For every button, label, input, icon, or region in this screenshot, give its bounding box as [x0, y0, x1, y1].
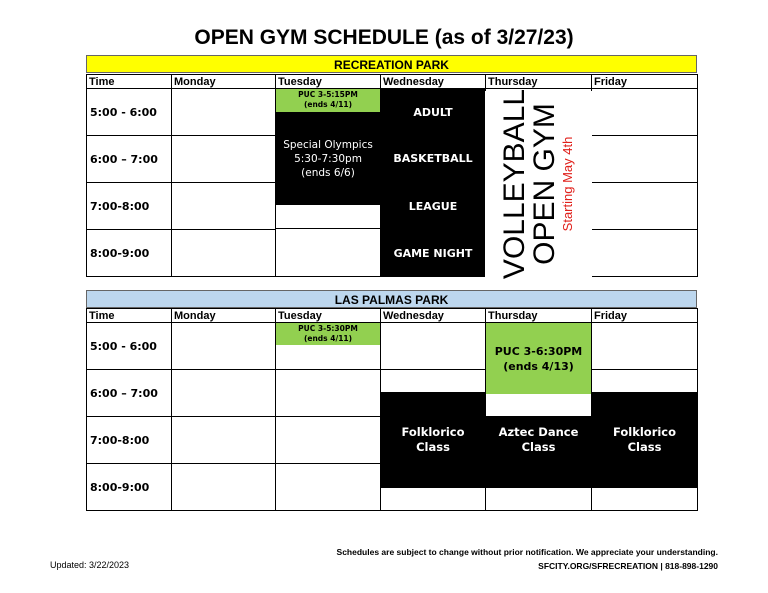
time-cell: 6:00 – 7:00 [87, 370, 172, 417]
col-monday: Monday [172, 309, 276, 323]
league-line: GAME NIGHT [393, 247, 473, 260]
thursday-class-end [486, 464, 591, 488]
col-tuesday: Tuesday [276, 309, 381, 323]
class-line: Class [416, 440, 450, 454]
friday-cell [592, 89, 698, 136]
thursday-class-cell [486, 417, 592, 464]
time-cell: 5:00 - 6:00 [87, 89, 172, 136]
league-line: LEAGUE [408, 200, 458, 213]
puc-line: PUC 3-5:15PM [298, 90, 358, 99]
monday-cell [172, 417, 276, 464]
time-cell: 5:00 - 6:00 [87, 323, 172, 370]
so-line: (ends 6/6) [301, 166, 355, 179]
league-line: ADULT [413, 106, 453, 119]
col-wednesday: Wednesday [381, 309, 486, 323]
tuesday-column-cell [276, 89, 381, 277]
class-line: Class [627, 440, 662, 454]
monday-cell [172, 464, 276, 511]
col-thursday: Thursday [486, 309, 592, 323]
table-row [87, 370, 698, 417]
league-line: BASKETBALL [393, 152, 473, 165]
thursday-puc-cell [486, 323, 592, 417]
wednesday-class-end [381, 464, 485, 488]
recreation-park-header: RECREATION PARK [86, 55, 697, 73]
open-gym-text: OPEN GYM [528, 103, 562, 265]
friday-cell [592, 370, 698, 417]
time-cell: 8:00-9:00 [87, 230, 172, 277]
so-line: 5:30-7:30pm [294, 152, 362, 165]
monday-cell [172, 370, 276, 417]
col-friday: Friday [592, 309, 698, 323]
wednesday-cell [381, 370, 486, 417]
special-olympics-block [276, 112, 380, 205]
volleyball-start-text: Starting May 4th [560, 136, 576, 232]
friday-class-start [592, 392, 697, 416]
col-wednesday: Wednesday [381, 75, 486, 89]
puc-line: (ends 4/11) [303, 334, 353, 343]
class-line: Folklorico [612, 425, 677, 439]
table-row [87, 89, 698, 136]
tuesday-cell [276, 370, 381, 417]
recreation-schedule-table [86, 74, 698, 280]
col-monday: Monday [172, 75, 276, 89]
thursday-puc-block [486, 323, 591, 394]
tuesday-puc-block [276, 323, 380, 345]
wednesday-class-start [381, 392, 485, 416]
friday-class-cell [592, 417, 698, 464]
friday-class-end [592, 464, 697, 488]
volleyball-text: VOLLEYBALL [498, 88, 532, 280]
so-line: Special Olympics [283, 138, 373, 151]
monday-cell [172, 136, 276, 183]
puc-line: PUC 3-5:30PM [298, 324, 358, 333]
col-time: Time [87, 309, 172, 323]
time-cell: 7:00-8:00 [87, 183, 172, 230]
friday-cell [592, 323, 698, 370]
monday-cell [172, 183, 276, 230]
las-palmas-schedule-table [86, 308, 698, 511]
col-friday: Friday [592, 75, 698, 89]
contact-text: SFCITY.ORG/SFRECREATION | 818-898-1290 [538, 561, 718, 571]
tuesday-cell [276, 417, 381, 464]
wednesday-league-cell [381, 89, 486, 277]
updated-date: Updated: 3/22/2023 [50, 560, 130, 570]
table-row [87, 417, 698, 464]
puc-line: (ends 4/11) [303, 100, 353, 109]
col-time: Time [87, 75, 172, 89]
col-thursday: Thursday [486, 75, 592, 89]
friday-cell [592, 464, 698, 511]
footer-note [337, 545, 718, 573]
header-row [87, 309, 698, 323]
table-row [87, 323, 698, 370]
wednesday-cell [381, 323, 486, 370]
row-divider [276, 228, 380, 229]
wednesday-cell [381, 464, 486, 511]
table-row [87, 464, 698, 511]
tuesday-puc-block [276, 89, 380, 112]
class-line: Aztec Dance [498, 425, 579, 439]
class-line: Folklorico [401, 425, 465, 439]
tuesday-cell [276, 464, 381, 511]
las-palmas-park-header: LAS PALMAS PARK [86, 290, 697, 308]
friday-cell [592, 183, 698, 230]
volleyball-open-gym-block [485, 88, 592, 280]
monday-cell [172, 230, 276, 277]
disclaimer-text: Schedules are subject to change without prior notification. We appreciate your understanding. [336, 547, 718, 557]
time-cell: 7:00-8:00 [87, 417, 172, 464]
class-line: Class [521, 440, 556, 454]
col-tuesday: Tuesday [276, 75, 381, 89]
tuesday-cell [276, 323, 381, 370]
puc-line: PUC 3-6:30PM [494, 344, 583, 358]
monday-cell [172, 89, 276, 136]
wednesday-class-cell [381, 417, 486, 464]
puc-line: (ends 4/13) [503, 359, 574, 373]
friday-cell [592, 230, 698, 277]
header-row [87, 75, 698, 89]
thursday-cell [486, 464, 592, 511]
page-title: OPEN GYM SCHEDULE (as of 3/27/23) [194, 26, 574, 49]
monday-cell [172, 323, 276, 370]
friday-cell [592, 136, 698, 183]
time-cell: 8:00-9:00 [87, 464, 172, 511]
time-cell: 6:00 – 7:00 [87, 136, 172, 183]
